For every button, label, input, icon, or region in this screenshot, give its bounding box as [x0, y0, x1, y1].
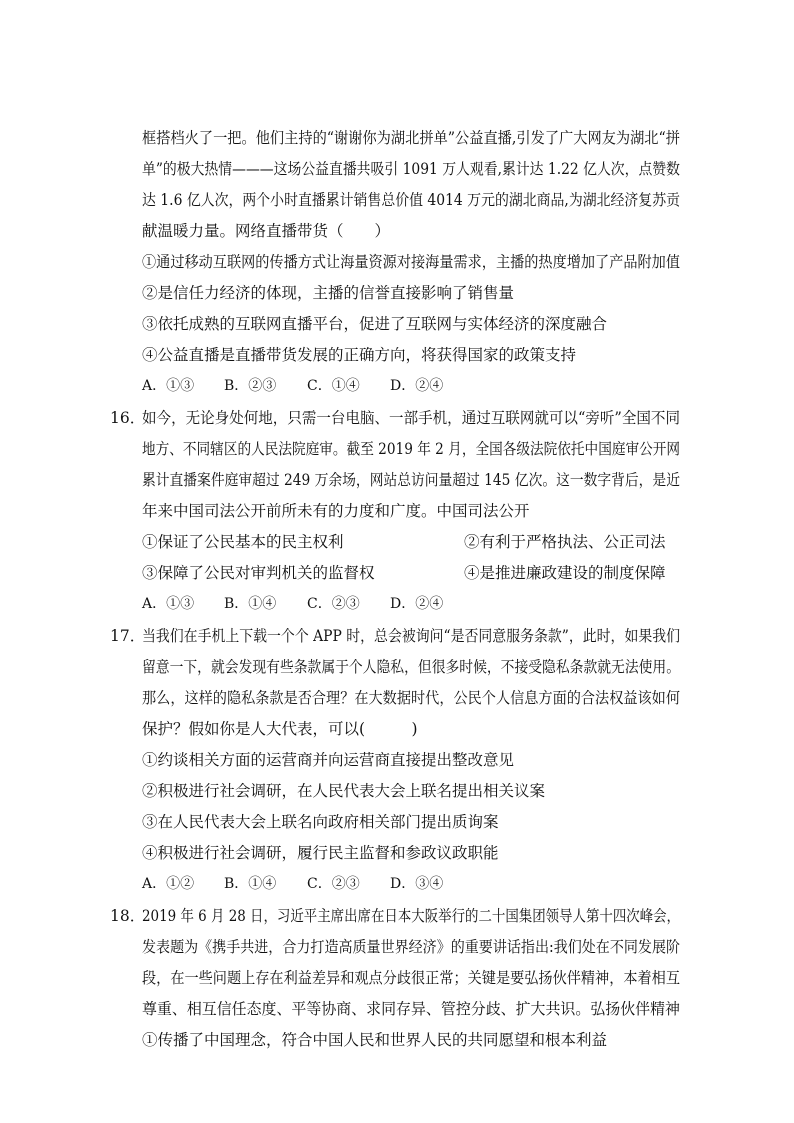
question-16-choice-b: B．①④ — [224, 596, 277, 612]
question-15-choice-c: C．①④ — [307, 378, 360, 394]
question-16-text-line-3: 累计直播案件庭审超过 249 万余场，网站总访问量超过 145 亿次。这一数字背后，是近 — [142, 471, 680, 489]
question-17-choice-c: C．②③ — [307, 876, 360, 892]
question-16-option-1: ①保证了公民基本的民主权利 — [142, 533, 344, 551]
question-15-text-line-4: 献温暖力量。网络直播带货（ ） — [142, 222, 391, 240]
question-18-text-line-3: 段，在一些问题上存在利益差异和观点分歧很正常；关键是要弘扬伙伴精神，本着相互 — [142, 969, 681, 987]
question-16-choice-d: D．②④ — [390, 596, 444, 612]
question-18-text-line-1: 2019 年 6 月 28 日，习近平主席出席在日本大阪举行的二十国集团领导人第十四次峰会， — [142, 907, 680, 925]
question-15-choice-d: D．②④ — [390, 378, 444, 394]
question-17-text-line-4: 保护？假如你是人大代表，可以( ) — [142, 720, 418, 738]
question-18-option-1: ①传播了中国理念，符合中国人民和世界人民的共同愿望和根本利益 — [142, 1031, 608, 1049]
question-15-option-2: ②是信任力经济的体现，主播的信誉直接影响了销售量 — [142, 284, 515, 302]
question-15-option-3: ③依托成熟的互联网直播平台，促进了互联网与实体经济的深度融合 — [142, 315, 608, 333]
question-15-text-line-3: 达 1.6 亿人次，两个小时直播累计销售总价值 4014 万元的湖北商品,为湖北经济复苏贡 — [142, 191, 680, 209]
question-15-option-1: ①通过移动互联网的传播方式让海量资源对接海量需求，主播的热度增加了产品附加值 — [142, 253, 681, 271]
question-16-option-2: ②有利于严格执法、公正司法 — [464, 533, 666, 551]
question-16-option-4: ④是推进廉政建设的制度保障 — [464, 564, 666, 582]
question-15-text-line-1: 框搭档火了一把。他们主持的“谢谢你为湖北拼单”公益直播,引发了广大网友为湖北“拼 — [142, 129, 681, 147]
question-15-text-line-2: 单”的极大热情———这场公益直播共吸引 1091 万人观看,累计达 1.22 亿人次，点赞数 — [142, 160, 681, 178]
question-18-text-line-2: 发表题为《携手共进，合力打造高质量世界经济》的重要讲话指出:我们处在不同发展阶 — [142, 938, 681, 956]
question-17-text-line-1: 当我们在手机上下载一个个 APP 时，总会被询问“是否同意服务条款”，此时，如果我们 — [142, 627, 681, 645]
question-15-choice-b: B．②③ — [224, 378, 277, 394]
question-15-option-4: ④公益直播是直播带货发展的正确方向，将获得国家的政策支持 — [142, 346, 577, 364]
question-15-choice-a: A．①③ — [142, 378, 195, 394]
question-17-option-1: ①约谈相关方面的运营商并向运营商直接提出整改意见 — [142, 751, 515, 769]
question-16-text-line-1: 如今，无论身处何地，只需一台电脑、一部手机，通过互联网就可以“旁听”全国不同 — [142, 409, 680, 427]
question-16-text-line-2: 地方、不同辖区的人民法院庭审。截至 2019 年 2 月，全国各级法院依托中国庭审公开网 — [142, 440, 681, 458]
question-17-option-4: ④积极进行社会调研，履行民主监督和参政议政职能 — [142, 844, 499, 862]
question-17-option-2: ②积极进行社会调研，在人民代表大会上联名提出相关议案 — [142, 782, 546, 800]
question-17-choice-a: A．①② — [142, 876, 195, 892]
question-18-number: 18． — [110, 907, 146, 925]
question-16-text-line-4: 年来中国司法公开前所未有的力度和广度。中国司法公开 — [142, 502, 530, 520]
question-16-choice-c: C．②③ — [307, 596, 360, 612]
question-17-number: 17． — [110, 627, 146, 645]
question-16-choice-a: A．①③ — [142, 596, 195, 612]
question-17-text-line-3: 那么，这样的隐私条款是否合理？在大数据时代，公民个人信息方面的合法权益该如何 — [142, 689, 681, 707]
question-16-number: 16． — [110, 409, 146, 427]
question-17-text-line-2: 留意一下，就会发现有些条款属于个人隐私，但很多时候，不接受隐私条款就无法使用。 — [142, 658, 681, 676]
question-17-choice-d: D．③④ — [390, 876, 444, 892]
question-17-choice-b: B．①④ — [224, 876, 277, 892]
question-18-text-line-4: 尊重、相互信任态度、平等协商、求同存异、管控分歧、扩大共识。弘扬伙伴精神 — [142, 1000, 680, 1018]
question-16-option-3: ③保障了公民对审判机关的监督权 — [142, 564, 375, 582]
question-17-option-3: ③在人民代表大会上联名向政府相关部门提出质询案 — [142, 813, 499, 831]
